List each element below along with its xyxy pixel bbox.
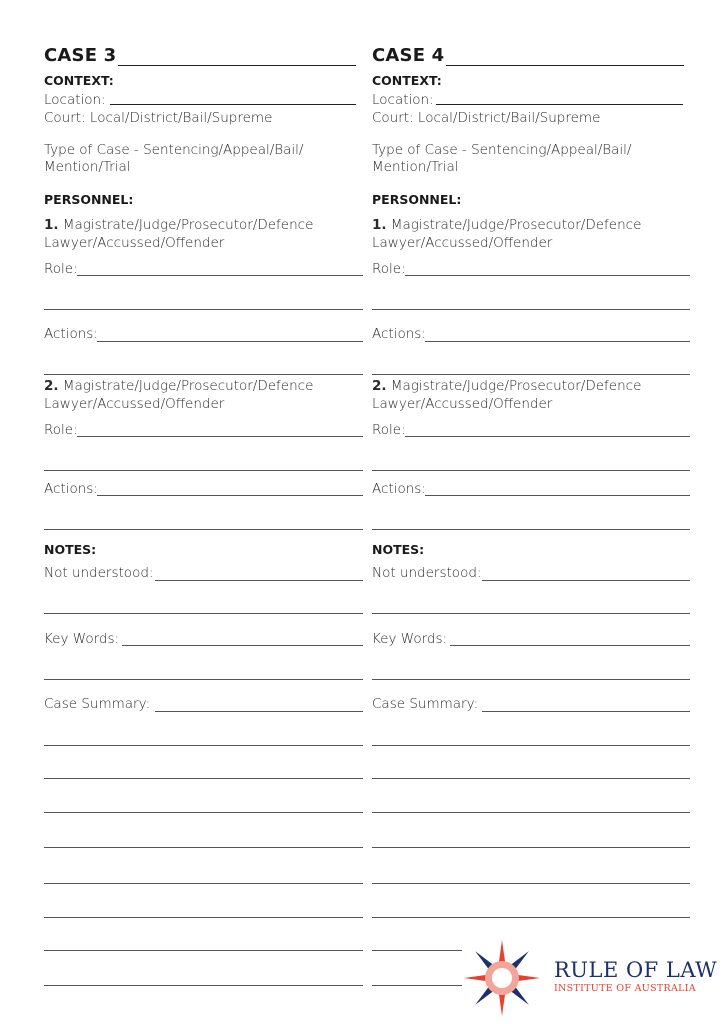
key-words-line-2[interactable] [372,679,690,680]
case-title: CASE 3 [44,45,117,66]
case-summary-line-7[interactable] [44,917,363,918]
key-words-label: Key Words: [372,631,448,647]
personnel-1-actions-line[interactable] [97,341,363,342]
personnel-2-number: 2. [44,378,59,394]
personnel-2-actions-label: Actions: [44,481,98,497]
not-understood-label: Not understood: [372,565,482,581]
case-summary-label: Case Summary: [372,696,479,712]
notes-heading: NOTES: [44,542,97,557]
case-summary-line-6[interactable] [372,883,690,884]
case-summary-line[interactable] [155,711,363,712]
court-label: Court: Local/District/Bail/Supreme [372,110,601,126]
type-of-case-line2: Mention/Trial [372,159,459,175]
case-title-line[interactable] [118,65,356,66]
type-of-case-line1: Type of Case - Sentencing/Appeal/Bail/ [44,142,304,158]
personnel-2-actions-line[interactable] [97,495,363,496]
personnel-2-actions-line[interactable] [425,495,690,496]
case-summary-label: Case Summary: [44,696,151,712]
logo-name: RULE OF LAW [554,958,718,982]
case-4-column [372,0,692,1024]
not-understood-label: Not understood: [44,565,154,581]
personnel-1-line1 [44,217,313,233]
personnel-1-role-line-2[interactable] [372,309,690,310]
location-line[interactable] [110,104,356,105]
personnel-1-role-label: Role: [372,261,406,277]
personnel-2-role-label: Role: [372,422,406,438]
not-understood-line[interactable] [482,580,690,581]
personnel-1-role-line[interactable] [405,275,690,276]
personnel-1-line2: Lawyer/Accussed/Offender [372,235,553,251]
case-summary-line-8[interactable] [372,950,462,951]
personnel-2-actions-line-2[interactable] [372,529,690,530]
logo-core [492,968,512,988]
personnel-2-line1 [372,378,641,394]
personnel-2-roles: Magistrate/Judge/Prosecutor/Defence [62,378,314,394]
rule-of-law-logo [460,938,718,1018]
personnel-1-number: 1. [44,217,59,233]
court-label: Court: Local/District/Bail/Supreme [44,110,273,126]
personnel-2-role-line[interactable] [405,436,690,437]
logo-ray [499,940,506,963]
location-label: Location: [44,92,106,108]
case-summary-line-4[interactable] [44,812,363,813]
key-words-line-2[interactable] [44,679,363,680]
personnel-2-role-line-2[interactable] [372,470,690,471]
case-title-line[interactable] [446,65,684,66]
personnel-2-actions-line-2[interactable] [44,529,363,530]
case-summary-line-2[interactable] [372,745,690,746]
case-title: CASE 4 [372,45,445,66]
context-heading: CONTEXT: [44,73,114,88]
personnel-1-role-label: Role: [44,261,78,277]
location-line[interactable] [436,104,683,105]
personnel-2-role-line[interactable] [77,436,363,437]
not-understood-line-2[interactable] [372,613,690,614]
personnel-1-roles: Magistrate/Judge/Prosecutor/Defence [390,217,642,233]
logo-ray [517,975,540,982]
personnel-1-line2: Lawyer/Accussed/Offender [44,235,225,251]
personnel-1-actions-line-2[interactable] [44,374,363,375]
personnel-2-line1 [44,378,313,394]
personnel-1-actions-line-2[interactable] [372,374,690,375]
case-summary-line-3[interactable] [44,778,363,779]
location-label: Location: [372,92,434,108]
personnel-1-number: 1. [372,217,387,233]
logo-ray [499,993,506,1016]
case-summary-line-9[interactable] [372,985,462,986]
key-words-line[interactable] [450,645,690,646]
key-words-line[interactable] [122,645,363,646]
personnel-1-actions-label: Actions: [372,326,426,342]
personnel-2-role-line-2[interactable] [44,470,363,471]
personnel-2-line2: Lawyer/Accussed/Offender [372,396,553,412]
personnel-1-actions-label: Actions: [44,326,98,342]
case-summary-line-2[interactable] [44,745,363,746]
case-summary-line-8[interactable] [44,950,363,951]
case-summary-line-6[interactable] [44,883,363,884]
case-3-column [44,0,364,1024]
personnel-1-role-line[interactable] [77,275,363,276]
personnel-2-number: 2. [372,378,387,394]
not-understood-line[interactable] [155,580,363,581]
notes-heading: NOTES: [372,542,425,557]
logo-subtitle: INSTITUTE OF AUSTRALIA [554,983,696,994]
personnel-1-actions-line[interactable] [425,341,690,342]
logo-ray [464,975,487,982]
personnel-2-role-label: Role: [44,422,78,438]
case-summary-line-5[interactable] [44,847,363,848]
personnel-1-roles: Magistrate/Judge/Prosecutor/Defence [62,217,314,233]
case-summary-line-7[interactable] [372,917,690,918]
personnel-heading: PERSONNEL: [44,192,134,207]
case-summary-line-4[interactable] [372,812,690,813]
not-understood-line-2[interactable] [44,613,363,614]
case-summary-line-3[interactable] [372,778,690,779]
case-summary-line[interactable] [482,711,690,712]
type-of-case-line1: Type of Case - Sentencing/Appeal/Bail/ [372,142,632,158]
personnel-2-line2: Lawyer/Accussed/Offender [44,396,225,412]
key-words-label: Key Words: [44,631,120,647]
personnel-heading: PERSONNEL: [372,192,462,207]
personnel-1-line1 [372,217,641,233]
personnel-2-roles: Magistrate/Judge/Prosecutor/Defence [390,378,642,394]
personnel-1-role-line-2[interactable] [44,309,363,310]
star-burst-logo-icon [460,936,544,1020]
case-summary-line-5[interactable] [372,847,690,848]
type-of-case-line2: Mention/Trial [44,159,131,175]
context-heading: CONTEXT: [372,73,442,88]
personnel-2-actions-label: Actions: [372,481,426,497]
case-summary-line-9[interactable] [44,985,363,986]
